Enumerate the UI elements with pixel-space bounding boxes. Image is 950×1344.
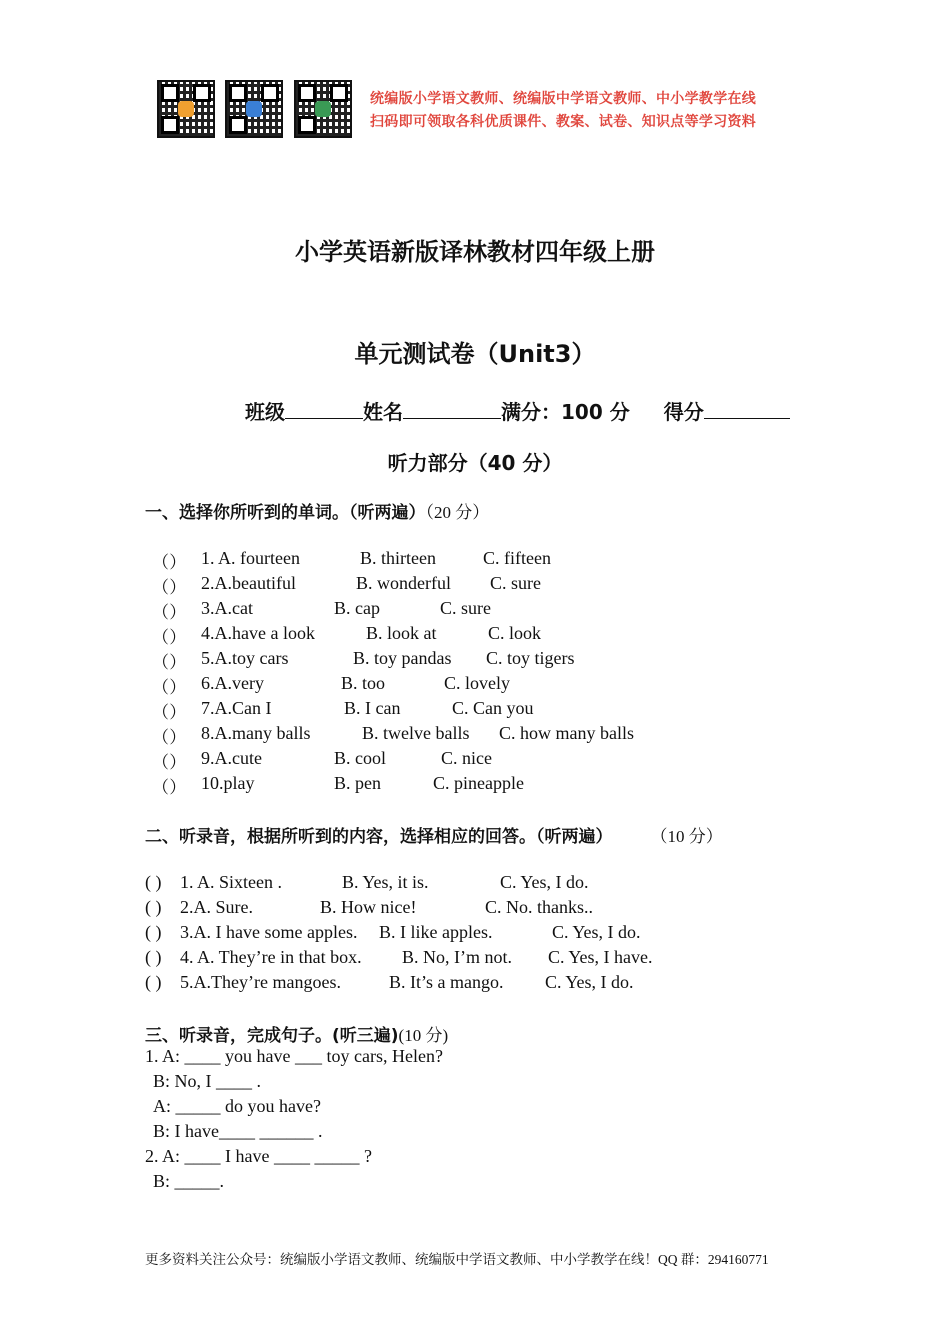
- option-b: B. twelve balls: [362, 723, 470, 743]
- answer-parens[interactable]: （ ）: [152, 753, 185, 772]
- option-c: C. Yes, I do.: [500, 872, 589, 892]
- option-b: B. toy pandas: [353, 648, 452, 668]
- answer-parens[interactable]: （ ）: [152, 578, 185, 597]
- section3-heading: [145, 1021, 448, 1046]
- option-b: B. too: [341, 673, 386, 693]
- option-c: C. nice: [441, 748, 492, 768]
- option-a: 3.A. I have some apples.: [180, 922, 358, 942]
- class-label: 班级: [245, 400, 285, 424]
- option-b: B. thirteen: [360, 548, 436, 568]
- option-b: B. cool: [334, 748, 386, 768]
- option-c: C. fifteen: [483, 548, 551, 568]
- answer-parens[interactable]: ( ): [145, 922, 162, 942]
- option-a: 5.A.They’re mangoes.: [180, 972, 341, 992]
- banner-line-2: 扫码即可领取各科优质课件、教案、试卷、知识点等学习资料: [370, 114, 757, 130]
- section3-points: (10 分): [398, 1026, 449, 1045]
- option-c: C. lovely: [444, 673, 510, 693]
- option-a: 1. A. Sixteen .: [180, 872, 282, 892]
- footer: 更多资料关注公众号：统编版小学语文教师、统编版中学语文教师、中小学教学在线！QQ 群：294160771: [145, 1252, 769, 1267]
- option-c: C. sure: [490, 573, 541, 593]
- option-num: 3.A.cat: [201, 598, 253, 618]
- answer-parens[interactable]: ( ): [145, 872, 162, 892]
- dialogue-line: 1. A: ____ you have ___ toy cars, Helen?: [145, 1046, 443, 1066]
- score-blank[interactable]: [704, 400, 790, 419]
- qr-code-icon: [157, 80, 215, 138]
- option-num: 1. A. fourteen: [201, 548, 300, 568]
- answer-parens[interactable]: （ ）: [152, 603, 185, 622]
- option-num: 8.A.many balls: [201, 723, 311, 743]
- option-c: C. Yes, I do.: [545, 972, 634, 992]
- option-num: 4.A.have a look: [201, 623, 315, 643]
- option-b: B. look at: [366, 623, 437, 643]
- option-num: 9.A.cute: [201, 748, 262, 768]
- answer-parens[interactable]: （ ）: [152, 728, 185, 747]
- option-c: C. Can you: [452, 698, 534, 718]
- option-c: C. look: [488, 623, 542, 643]
- answer-parens[interactable]: （ ）: [152, 678, 185, 697]
- option-c: C. No. thanks..: [485, 897, 593, 917]
- answer-parens[interactable]: （ ）: [152, 628, 185, 647]
- dialogue-line: B: No, I ____ .: [153, 1071, 261, 1091]
- option-c: C. how many balls: [499, 723, 634, 743]
- option-b: B. I can: [344, 698, 401, 718]
- option-num: 6.A.very: [201, 673, 264, 693]
- answer-parens[interactable]: （ ）: [152, 653, 185, 672]
- dialogue-line: B: _____.: [153, 1171, 225, 1191]
- dialogue-line: 2. A: ____ I have ____ _____ ?: [145, 1146, 372, 1166]
- section1-title: 一、选择你所听到的单词。（听两遍）: [145, 503, 426, 523]
- banner-line-1: 统编版小学语文教师、统编版中学语文教师、中小学教学在线: [370, 91, 757, 107]
- option-b: B. I like apples.: [379, 922, 493, 942]
- page-title: 小学英语新版译林教材四年级上册: [295, 238, 655, 266]
- option-c: C. sure: [440, 598, 491, 618]
- option-num: 2.A.beautiful: [201, 573, 296, 593]
- option-b: B. It’s a mango.: [389, 972, 504, 992]
- score-label: 得分: [663, 400, 704, 424]
- section3-title: 三、听录音，完成句子。(听三遍): [145, 1026, 399, 1046]
- class-blank[interactable]: [285, 400, 363, 419]
- section2-points: （10 分）: [650, 827, 723, 846]
- answer-parens[interactable]: ( ): [145, 947, 162, 967]
- student-info-line: [245, 396, 790, 425]
- option-num: 7.A.Can I: [201, 698, 272, 718]
- option-b: B. No, I’m not.: [402, 947, 512, 967]
- answer-parens[interactable]: ( ): [145, 972, 162, 992]
- option-num: 10.play: [201, 773, 255, 793]
- option-c: C. Yes, I do.: [552, 922, 641, 942]
- option-b: B. How nice!: [320, 897, 417, 917]
- section1-points: （20 分）: [425, 503, 490, 522]
- answer-parens[interactable]: （ ）: [152, 553, 185, 572]
- full-score: 满分：100 分: [501, 400, 630, 424]
- option-c: C. pineapple: [433, 773, 524, 793]
- option-b: B. wonderful: [356, 573, 451, 593]
- option-a: 2.A. Sure.: [180, 897, 253, 917]
- section2-title: 二、听录音，根据所听到的内容，选择相应的回答。（听两遍）: [145, 827, 613, 847]
- option-b: B. cap: [334, 598, 380, 618]
- page-subtitle: 单元测试卷（Unit3）: [354, 340, 596, 368]
- answer-parens[interactable]: （ ）: [152, 778, 185, 797]
- answer-parens[interactable]: ( ): [145, 897, 162, 917]
- qr-code-icon: [225, 80, 283, 138]
- section2-heading: [145, 822, 723, 847]
- option-num: 5.A.toy cars: [201, 648, 289, 668]
- answer-parens[interactable]: （ ）: [152, 703, 185, 722]
- qr-logo-icon: [315, 101, 331, 117]
- option-b: B. Yes, it is.: [342, 872, 429, 892]
- qr-logo-icon: [178, 101, 194, 117]
- qr-logo-icon: [246, 101, 262, 117]
- option-a: 4. A. They’re in that box.: [180, 947, 362, 967]
- qr-code-icon: [294, 80, 352, 138]
- dialogue-line: B: I have____ ______ .: [153, 1121, 323, 1141]
- section1-heading: [145, 498, 489, 523]
- option-b: B. pen: [334, 773, 381, 793]
- option-c: C. Yes, I have.: [548, 947, 653, 967]
- name-label: 姓名: [363, 400, 403, 424]
- option-c: C. toy tigers: [486, 648, 575, 668]
- dialogue-line: A: _____ do you have?: [153, 1096, 321, 1116]
- listening-header: 听力部分（40 分）: [387, 451, 563, 475]
- name-blank[interactable]: [403, 400, 501, 419]
